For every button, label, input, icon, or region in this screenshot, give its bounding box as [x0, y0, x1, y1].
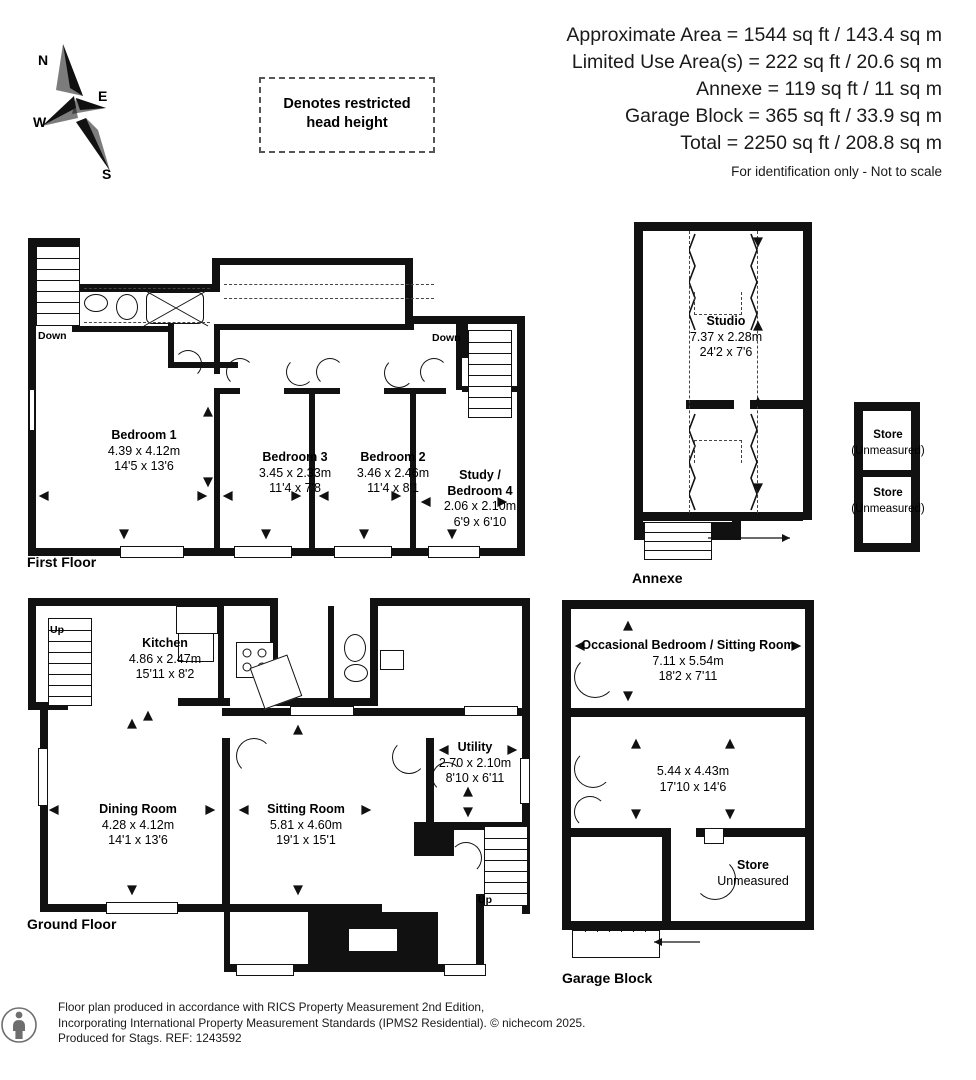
stair-direction-up-right: Up	[478, 894, 492, 906]
floor-title-first: First Floor	[27, 554, 97, 570]
room-name: Occasional Bedroom / Sitting Room	[581, 638, 795, 652]
room-metric: 2.06 x 2.10m	[443, 499, 517, 513]
room-name: Bedroom 1	[111, 428, 177, 442]
room-label-store-annexe-2	[832, 486, 944, 517]
room-imperial: 17'10 x 14'6	[659, 779, 727, 794]
room-imperial: 14'1 x 13'6	[108, 833, 168, 847]
scale-disclaimer: For identification only - Not to scale	[731, 164, 942, 179]
room-metric: (Unmeasured)	[851, 502, 925, 515]
room-label-dining-room	[64, 802, 212, 849]
room-name-2: Bedroom 4	[447, 483, 513, 498]
room-name: Store	[873, 487, 903, 499]
room-metric: 4.86 x 2.47m	[128, 651, 202, 666]
room-metric: 4.39 x 4.12m	[107, 443, 181, 458]
room-label-studio	[666, 314, 786, 361]
footer-line-3: Produced for Stags. REF: 1243592	[58, 1031, 242, 1045]
wall	[854, 402, 863, 552]
room-imperial: 8'10 x 6'11	[445, 771, 505, 785]
room-label-sitting-room	[232, 802, 380, 849]
compass-rose	[20, 26, 150, 186]
area-line: Annexe = 119 sq ft / 11 sq m	[696, 78, 942, 100]
wall	[854, 543, 920, 552]
compass-label-e: E	[98, 88, 108, 104]
area-line: Garage Block = 365 sq ft / 33.9 sq m	[624, 105, 942, 127]
room-label-occasional-bedroom	[568, 638, 808, 685]
footer-line-1: Floor plan produced in accordance with RICS Property Measurement 2nd Edition,	[58, 1000, 485, 1014]
legend-restricted-head-height	[259, 77, 435, 153]
room-metric: 4.28 x 4.12m	[101, 817, 175, 832]
room-name: Sitting Room	[267, 802, 345, 816]
compass-label-w: W	[33, 114, 47, 130]
stair-direction-down-left: Down	[38, 330, 67, 342]
room-imperial: 11'4 x 7'8	[269, 481, 321, 495]
room-metric: 3.46 x 2.46m	[356, 465, 430, 480]
area-line: Limited Use Area(s) = 222 sq ft / 20.6 sq m	[571, 51, 942, 73]
room-imperial: 19'1 x 15'1	[276, 833, 336, 847]
legend-line-1: Denotes restricted	[283, 96, 411, 112]
footer-text	[20, 1000, 960, 1047]
compass-label-s: S	[102, 166, 112, 182]
room-label-store-annexe-1	[832, 428, 944, 459]
room-imperial: 15'11 x 8'2	[135, 667, 195, 681]
room-metric: (Unmeasured)	[851, 444, 925, 457]
room-imperial: 11'4 x 8'1	[367, 481, 419, 495]
room-name: Bedroom 2	[360, 450, 426, 464]
room-label-garage-main	[628, 764, 758, 795]
room-metric: 2.70 x 2.10m	[438, 755, 512, 770]
stair-direction-down-right: Down	[432, 332, 461, 344]
area-line: Approximate Area = 1544 sq ft / 143.4 sq m	[566, 24, 942, 46]
compass-label-n: N	[38, 52, 49, 68]
room-imperial: 18'2 x 7'11	[658, 669, 718, 683]
room-label-bedroom1	[64, 428, 224, 475]
area-summary	[566, 22, 942, 179]
floor-title-garage: Garage Block	[562, 970, 653, 986]
room-imperial: 14'5 x 13'6	[114, 459, 174, 473]
first-floor-plan	[28, 238, 528, 558]
floor-title-ground: Ground Floor	[27, 916, 117, 932]
room-metric: 5.44 x 4.43m	[656, 764, 730, 778]
room-name: Bedroom 3	[262, 450, 328, 464]
room-name: Store	[737, 858, 769, 872]
room-metric: 7.11 x 5.54m	[652, 653, 724, 668]
room-metric: 7.37 x 2.28m	[689, 329, 763, 344]
room-metric: 5.81 x 4.60m	[269, 817, 343, 832]
room-imperial: 24'2 x 7'6	[699, 345, 753, 359]
room-imperial: 6'9 x 6'10	[453, 514, 507, 529]
room-name: Kitchen	[142, 636, 188, 650]
room-metric: 3.45 x 2.33m	[258, 465, 332, 480]
floor-title-annexe: Annexe	[632, 570, 683, 586]
wall	[863, 470, 911, 477]
footer-line-2: Incorporating International Property Measurement Standards (IPMS2 Residential).	[58, 1015, 487, 1030]
footer-copyright: © nichecom 2025.	[490, 1015, 586, 1030]
compass-icon	[20, 26, 150, 186]
room-label-utility	[410, 740, 540, 787]
legend-line-2: head height	[306, 115, 388, 131]
room-metric: Unmeasured	[717, 873, 789, 888]
room-label-study-bedroom4	[426, 468, 534, 530]
room-name: Store	[873, 429, 903, 441]
room-name: Dining Room	[99, 802, 177, 816]
garage-block-plan	[562, 600, 822, 960]
room-label-garage-store	[688, 858, 818, 889]
room-name: Studio	[706, 314, 746, 328]
annexe-plan	[634, 222, 924, 562]
dimension-arrows	[634, 222, 834, 542]
area-line: Total = 2250 sq ft / 208.8 sq m	[680, 132, 942, 154]
wall	[911, 402, 920, 552]
room-label-kitchen	[90, 636, 240, 683]
stair-direction-up-left: Up	[50, 624, 64, 636]
room-name: Utility	[457, 740, 493, 754]
room-name: Study /	[459, 468, 501, 482]
